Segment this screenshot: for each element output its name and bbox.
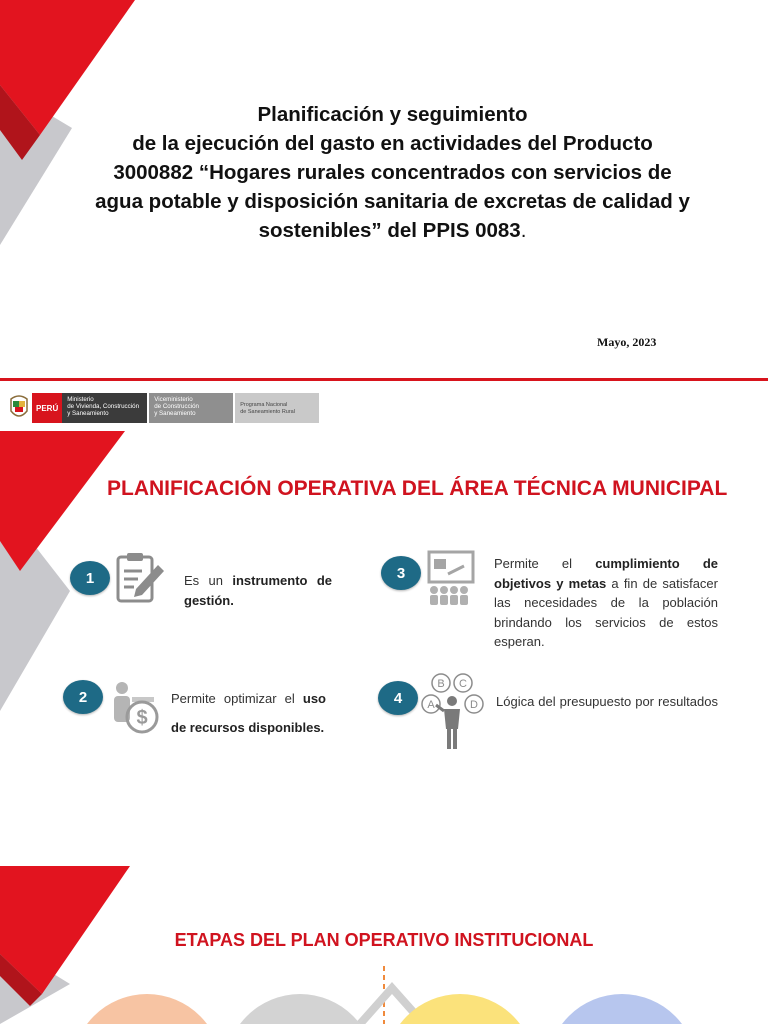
presentation-icon [426,550,478,610]
programa-logo: Programa Nacional de Saneamiento Rural [235,393,319,423]
stage-circles [0,964,768,1024]
ministerio-logo: Ministerio de Vivienda, Construcción y Saneamiento [62,393,147,423]
slide-title [0,0,768,378]
section-heading: PLANIFICACIÓN OPERATIVA DEL ÁREA TÉCNICA MUNICIPAL [107,477,728,500]
step-text-4: Lógica del presupuesto por resultados [496,694,718,709]
step-badge-3: 3 [381,556,421,590]
step-badge-2: 2 [63,680,103,714]
step-badge-4: 4 [378,681,418,715]
slide-planificacion [0,381,768,833]
document-title: Planificación y seguimiento de la ejecución del gasto en actividades del Producto 3000882 “Hogares rurales concentrados con servicios de agua potable y disposición sanitaria de excretas de calidad y sostenibles” del PPIS 0083. [95,103,690,242]
document-date: Mayo, 2023 [597,335,657,349]
clipboard-icon [112,551,168,607]
abcd-choice-icon [416,671,486,753]
institution-logos [8,393,319,423]
svg-text:$: $ [136,707,148,729]
step-badge-1: 1 [70,561,110,595]
slide-etapas [0,866,768,1024]
viceministerio-logo: Viceministerio de Construcción y Saneamiento [149,393,233,423]
section-heading: ETAPAS DEL PLAN OPERATIVO INSTITUCIONAL [174,930,594,950]
svg-text:C: C [459,678,467,690]
step-text-2: Permite optimizar el uso de recursos disponibles. [171,691,326,735]
step-text-3: Permite el cumplimiento de objetivos y metas a fin de satisfacer las necesidades de la población brindando los servicios de estos esperan. [494,556,718,649]
step-text-1: Es un instrumento de gestión. [184,573,332,608]
coat-of-arms-icon [8,393,30,423]
svg-text:A: A [427,699,435,711]
peru-logo: PERÚ [32,393,62,423]
svg-text:D: D [470,699,478,711]
dollar-person-icon [108,679,164,739]
svg-text:B: B [437,678,445,690]
